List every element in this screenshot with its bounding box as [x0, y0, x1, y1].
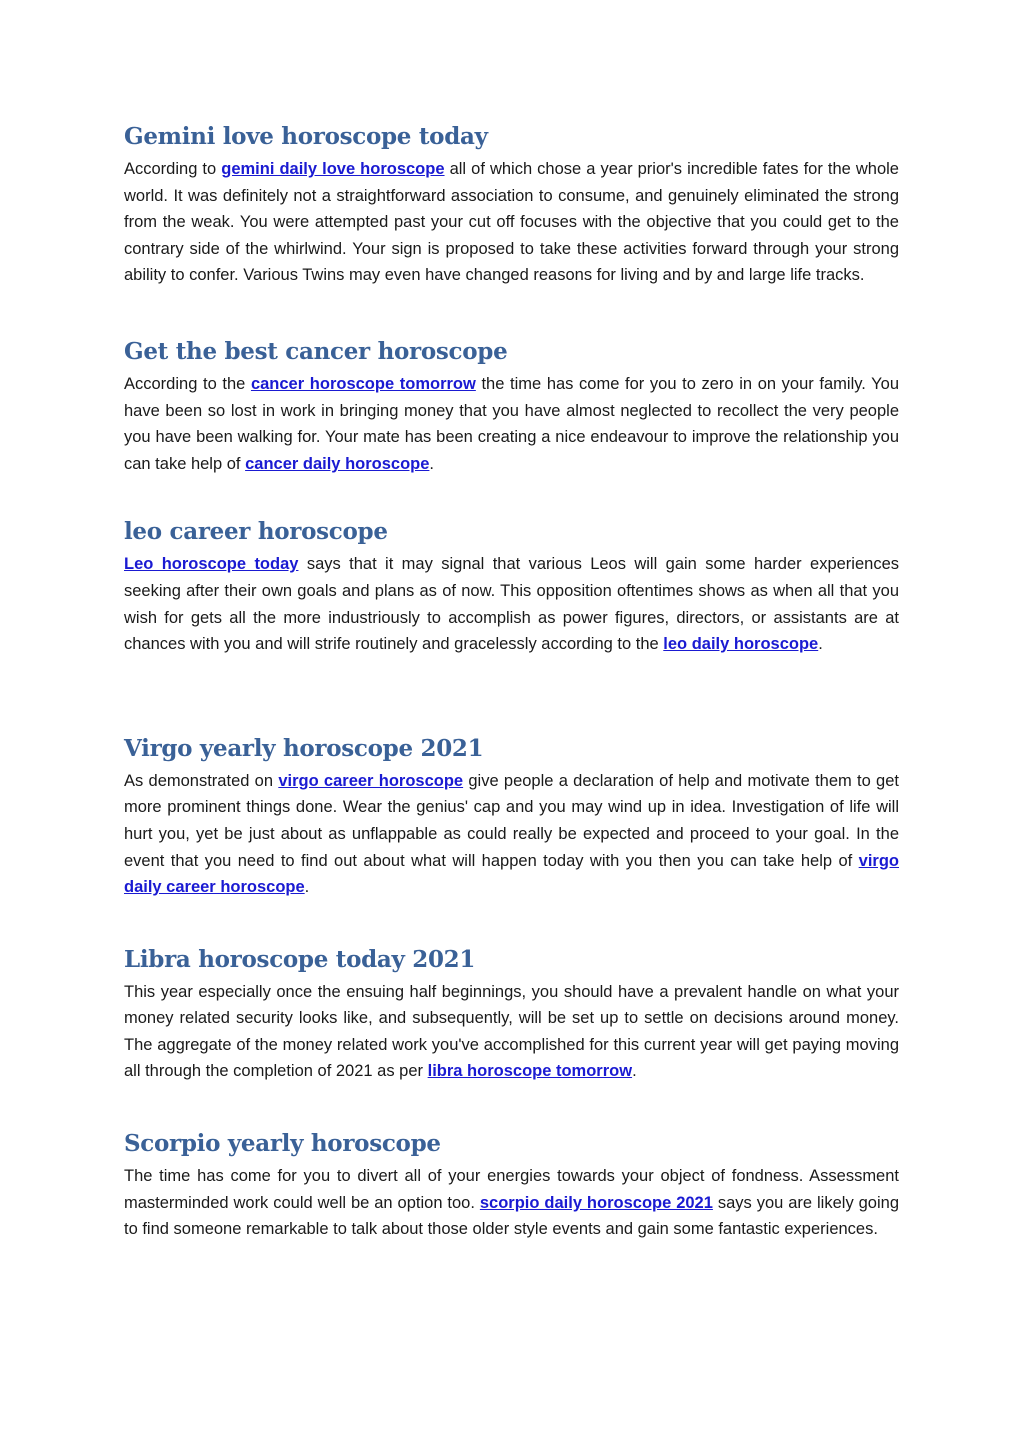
link-virgo-daily-career-horoscope[interactable]: virgo daily career horoscope	[124, 851, 899, 897]
section-scorpio	[124, 1125, 899, 1243]
paragraph-text: According to	[124, 160, 222, 178]
section-libra	[124, 941, 899, 1085]
paragraph-text: all of which chose a year prior's incredible fates for the whole world. It was definitely not a straightforward association to consume, and genuinely eliminated the strong from the weak. You were attempted past your cut off focuses with the objective that you could get to the contrary side of the whirlwind. Your sign is proposed to take these activities forward through your strong ability to confer. Various Twins may even have changed reasons for living and by and large life tracks.	[124, 160, 899, 285]
document-page	[124, 118, 899, 1243]
paragraph-text: As demonstrated on	[124, 771, 279, 790]
section-gemini	[124, 118, 899, 289]
section-paragraph	[124, 156, 899, 289]
paragraph-text: .	[429, 454, 435, 473]
paragraph-text: According to the	[124, 374, 251, 393]
paragraph-text: says you are likely going to find someone remarkable to talk about those older style events and gain some fantastic experiences.	[124, 1193, 899, 1239]
section-heading: Scorpio yearly horoscope	[124, 1130, 441, 1158]
link-cancer-horoscope-tomorrow[interactable]: cancer horoscope tomorrow	[250, 374, 476, 393]
paragraph-text: the time has come for you to zero in on your family. You have been so lost in work in bringing money that you have almost neglected to recollect the very people you have been walking for. Your mate has been creating a nice endeavour to improve the relationship you can take help of	[124, 374, 900, 473]
link-libra-horoscope-tomorrow[interactable]: libra horoscope tomorrow	[427, 1062, 633, 1081]
section-paragraph	[124, 551, 899, 657]
section-heading: Get the best cancer horoscope	[124, 337, 508, 365]
paragraph-text: .	[632, 1062, 637, 1081]
link-scorpio-daily-horoscope-2021[interactable]: scorpio daily horoscope 2021	[479, 1193, 713, 1212]
link-leo-daily-horoscope[interactable]: leo daily horoscope	[663, 635, 819, 654]
section-virgo	[124, 730, 899, 901]
section-paragraph	[124, 1163, 899, 1243]
section-paragraph	[124, 768, 899, 901]
paragraph-text: This year especially once the ensuing half beginnings, you should have a prevalent handle on what your money related security looks like, and subsequently, will be set up to settle on decisions around money. The aggregate of the money related work you've accomplished for this current year will get paying moving all through the completion of 2021 as per	[124, 982, 899, 1081]
link-leo-horoscope-today[interactable]: Leo horoscope today	[124, 555, 299, 574]
paragraph-text: .	[304, 878, 310, 897]
section-heading: Libra horoscope today 2021	[124, 945, 476, 973]
link-cancer-daily-horoscope[interactable]: cancer daily horoscope	[245, 454, 430, 473]
section-leo	[124, 513, 899, 657]
paragraph-text: says that it may signal that various Leos will gain some harder experiences seeking after their own goals and plans as of now. This opposition oftentimes shows as when all that you wish for gets all the more industriously to accomplish as power figures, directors, or assistants are at chances with you and will strife routinely and gracelessly according to the	[124, 555, 899, 654]
section-heading: leo career horoscope	[124, 518, 388, 546]
paragraph-text: give people a declaration of help and motivate them to get more prominent things done. Wear the genius' cap and you may wind up in idea. Investigation of life will hurt you, yet be just about as unflappable as could really be expected and proceed to your goal. In the event that you need to find out about what will happen today with you then you can take help of	[124, 771, 899, 870]
section-paragraph	[124, 979, 899, 1085]
section-paragraph	[124, 371, 899, 477]
paragraph-text: The time has come for you to divert all of your energies towards your object of fondness. Assessment masterminded work could well be an option too.	[124, 1167, 899, 1212]
section-cancer	[124, 333, 899, 477]
link-virgo-career-horoscope[interactable]: virgo career horoscope	[278, 771, 464, 790]
section-heading: Gemini love horoscope today	[124, 123, 488, 150]
paragraph-text: .	[818, 635, 823, 654]
section-heading: Virgo yearly horoscope 2021	[124, 734, 484, 762]
link-gemini-daily-love-horoscope[interactable]: gemini daily love horoscope	[221, 160, 445, 178]
